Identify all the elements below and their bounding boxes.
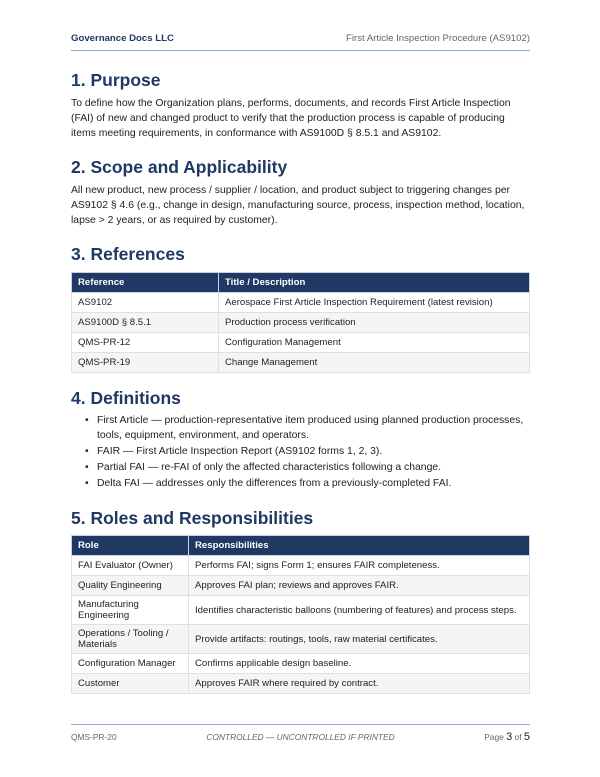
control-notice: CONTROLLED — UNCONTROLLED IF PRINTED (206, 732, 395, 742)
page-current: 3 (506, 731, 513, 743)
list-item (71, 460, 530, 475)
role-cell: Quality Engineering (72, 576, 189, 596)
column-header: Responsibilities (189, 536, 530, 556)
roles-table (71, 535, 530, 694)
definition-text: First Article — production-representative item produced using planned production processes, tools, equipment, environment, and operators. (97, 415, 524, 441)
company-name: Governance Docs LLC (71, 33, 174, 44)
purpose-text: To define how the Organization plans, performs, documents, and records First Article Inspection (FAI) of new and changed product to verify that the production process is capable of producing items meeting requirements, in conformance with AS9100D § 8.5.1 and AS9102. (71, 98, 511, 139)
table-row (72, 625, 530, 654)
table-row (72, 556, 530, 576)
table-row (72, 313, 530, 333)
page-total: 5 (523, 731, 530, 743)
responsibility-cell: Approves FAI plan; reviews and approves FAIR. (189, 576, 530, 596)
reference-cell: QMS-PR-19 (72, 353, 219, 373)
column-header: Role (72, 536, 189, 556)
bullet-icon: • (85, 462, 89, 473)
page-footer (71, 731, 530, 745)
role-cell: Customer (72, 674, 189, 694)
header-divider (71, 50, 530, 51)
document-title: First Article Inspection Procedure (AS9102) (346, 33, 530, 44)
list-item (71, 413, 530, 443)
description-cell: Aerospace First Article Inspection Requirement (latest revision) (219, 293, 530, 313)
definition-text: FAIR — First Article Inspection Report (AS9102 forms 1, 2, 3). (97, 446, 383, 457)
table-row (72, 654, 530, 674)
responsibility-cell: Confirms applicable design baseline. (189, 654, 530, 674)
description-cell: Change Management (219, 353, 530, 373)
scope-text: All new product, new process / supplier / location, and product subject to triggering changes per AS9102 § 4.6 (e.g., change in design, manufacturing source, process, inspection method, location, lapse > 2 years, or as required by customer). (71, 185, 525, 226)
list-item (71, 444, 530, 459)
column-header: Title / Description (219, 273, 530, 293)
column-header: Reference (72, 273, 219, 293)
document-id: QMS-PR-20 (71, 732, 117, 742)
list-item (71, 476, 530, 491)
table-row (72, 576, 530, 596)
purpose-heading: 1. Purpose (71, 70, 161, 90)
role-cell: FAI Evaluator (Owner) (72, 556, 189, 576)
reference-cell: QMS-PR-12 (72, 333, 219, 353)
scope-heading: 2. Scope and Applicability (71, 157, 288, 177)
description-cell: Production process verification (219, 313, 530, 333)
role-cell: Configuration Manager (72, 654, 189, 674)
table-row (72, 674, 530, 694)
roles-heading: 5. Roles and Responsibilities (71, 508, 314, 528)
table-row (72, 596, 530, 625)
references-table (71, 272, 530, 373)
role-cell: Manufacturing Engineering (72, 596, 189, 625)
page-label: Page (484, 732, 504, 742)
page-of-label: of (514, 732, 522, 742)
reference-cell: AS9100D § 8.5.1 (72, 313, 219, 333)
table-row (72, 353, 530, 373)
table-row (72, 293, 530, 313)
responsibility-cell: Identifies characteristic balloons (numbering of features) and process steps. (189, 596, 530, 625)
table-row (72, 333, 530, 353)
definitions-list (71, 413, 530, 492)
bullet-icon: • (85, 478, 89, 489)
responsibility-cell: Approves FAIR where required by contract. (189, 674, 530, 694)
table-header-row (72, 536, 530, 556)
reference-cell: AS9102 (72, 293, 219, 313)
footer-divider (71, 724, 530, 725)
bullet-icon: • (85, 446, 89, 457)
description-cell: Configuration Management (219, 333, 530, 353)
references-heading: 3. References (71, 244, 185, 264)
definition-text: Delta FAI — addresses only the differences from a previously-completed FAI. (97, 478, 452, 489)
definitions-heading: 4. Definitions (71, 388, 181, 408)
page-header (71, 33, 530, 49)
page-number (484, 731, 530, 743)
table-header-row (72, 273, 530, 293)
bullet-icon: • (85, 415, 89, 426)
responsibility-cell: Performs FAI; signs Form 1; ensures FAIR completeness. (189, 556, 530, 576)
definition-text: Partial FAI — re-FAI of only the affected characteristics following a change. (97, 462, 442, 473)
role-cell: Operations / Tooling / Materials (72, 625, 189, 654)
responsibility-cell: Provide artifacts: routings, tools, raw material certificates. (189, 625, 530, 654)
